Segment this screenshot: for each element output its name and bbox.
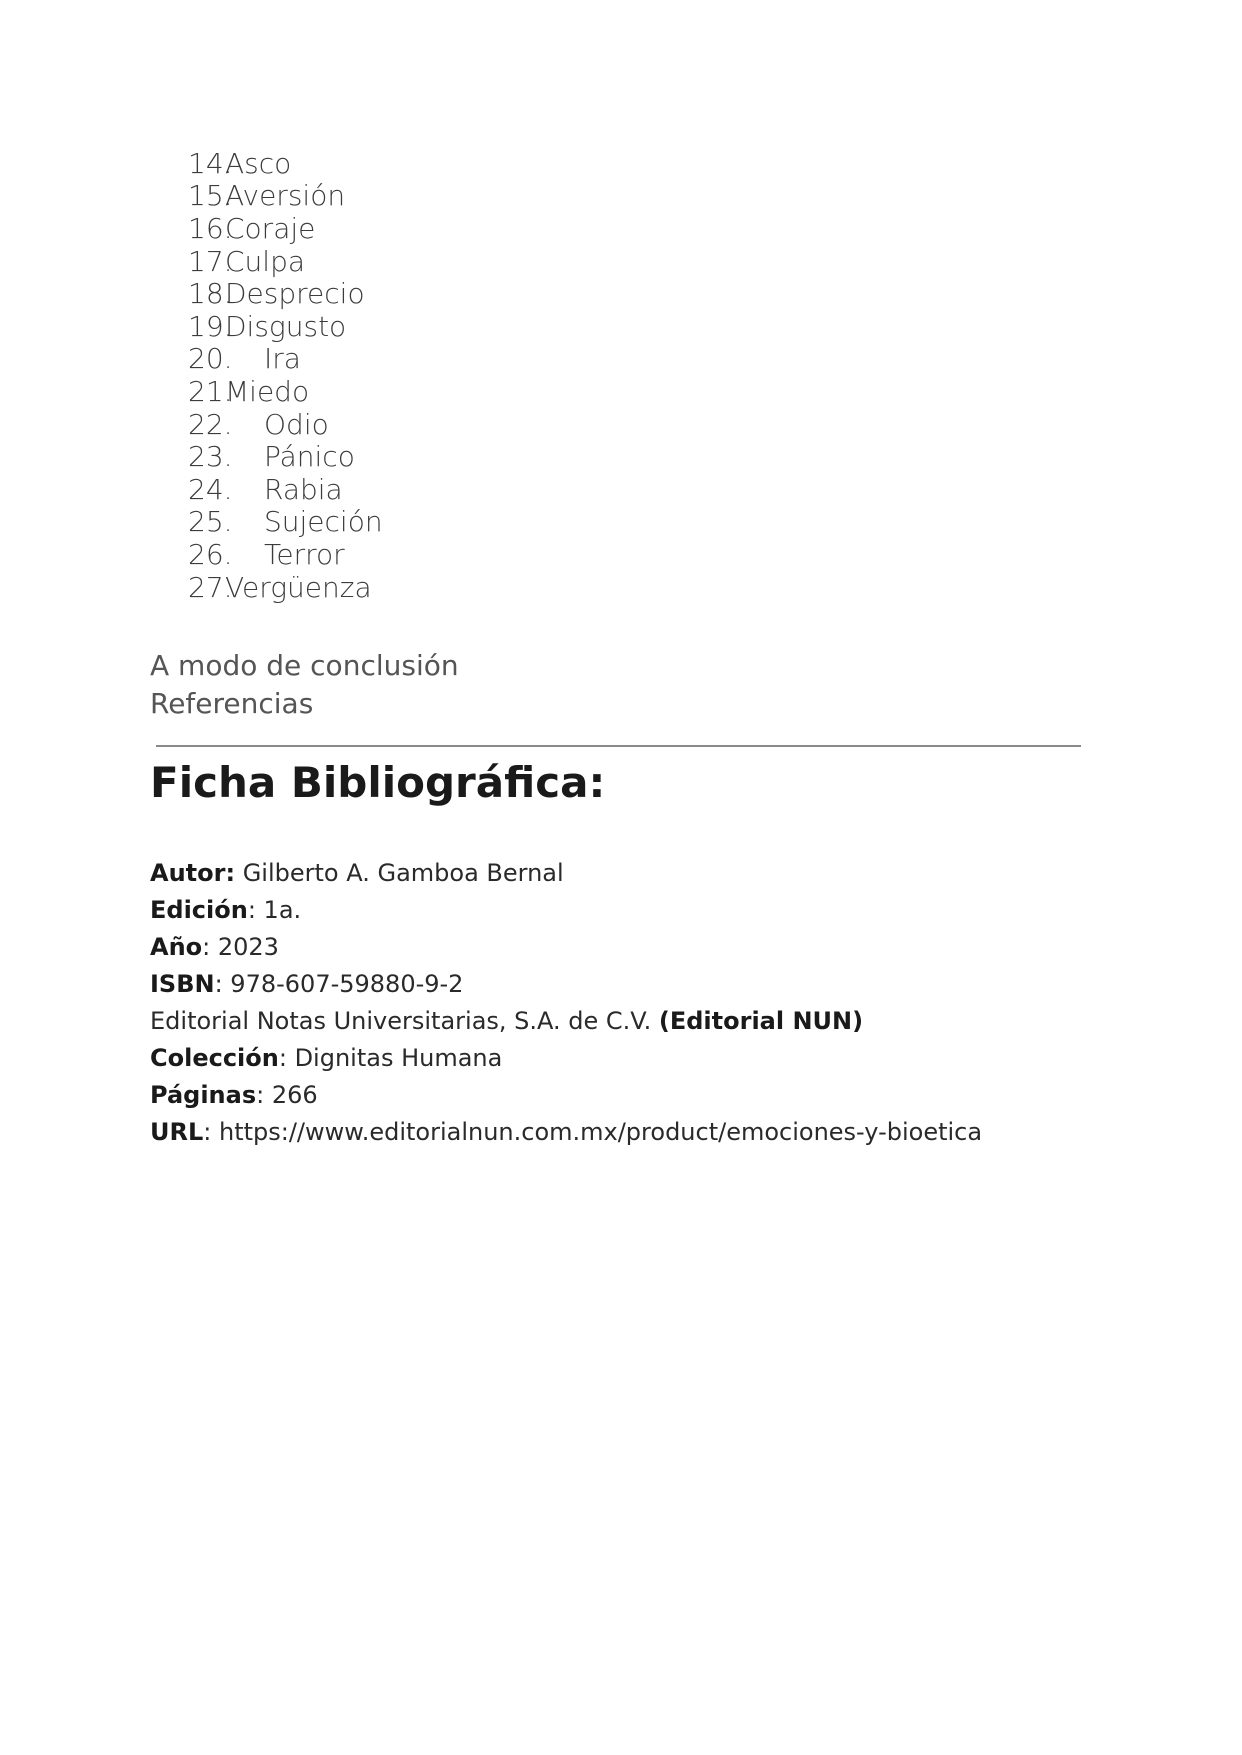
toc-item[interactable] [188, 506, 383, 539]
toc-item-label: Miedo [225, 374, 310, 408]
section-divider [156, 745, 1081, 747]
ficha-editorial [150, 1003, 982, 1040]
toc-item[interactable] [188, 212, 383, 245]
url-label: URL [150, 1118, 204, 1146]
ficha-title: Ficha Bibliográfica: [150, 758, 606, 807]
toc-item[interactable] [188, 310, 383, 343]
ficha-bibliografica [150, 855, 982, 1151]
toc-item[interactable] [188, 473, 383, 506]
autor-label: Autor: [150, 859, 236, 887]
ficha-url [150, 1114, 982, 1151]
toc-extra [150, 647, 459, 723]
toc-item[interactable] [188, 538, 383, 571]
toc-item-number: 27. [188, 570, 233, 604]
toc-item-number: 19. [188, 309, 233, 343]
ficha-paginas [150, 1077, 982, 1114]
toc-conclusion[interactable]: A modo de conclusión [150, 649, 459, 682]
toc-item-label: Pánico [264, 440, 355, 474]
toc-item-label: Odio [264, 407, 329, 441]
toc-item-number: 16. [188, 211, 233, 245]
toc-item-label: Disgusto [225, 309, 347, 343]
toc-item-number: 20. [188, 342, 233, 376]
toc-item-number: 15. [188, 179, 233, 213]
toc-item-label: Desprecio [225, 277, 365, 311]
url-value[interactable]: : https://www.editorialnun.com.mx/product/emociones-y-bioetica [203, 1118, 983, 1146]
editorial-value: Editorial Notas Universitarias, S.A. de C.V. [150, 1007, 659, 1035]
isbn-value: : 978-607-59880-9-2 [214, 970, 464, 998]
isbn-label: ISBN [150, 970, 215, 998]
toc-item-label: Aversión [225, 179, 346, 213]
toc-item-number: 25. [188, 505, 233, 539]
toc-references[interactable]: Referencias [150, 687, 314, 720]
toc-item-number: 24. [188, 472, 233, 506]
toc-item[interactable] [188, 571, 383, 604]
edicion-value: : 1a. [247, 896, 302, 924]
anio-label: Año [150, 933, 203, 961]
toc-item-number: 23. [188, 440, 233, 474]
paginas-label: Páginas [150, 1081, 257, 1109]
editorial-label: (Editorial NUN) [658, 1007, 864, 1035]
toc-item-number: 21. [188, 374, 233, 408]
toc-list [188, 147, 383, 603]
toc-item[interactable] [188, 440, 383, 473]
ficha-edicion [150, 892, 982, 929]
toc-item-label: Culpa [225, 244, 306, 278]
coleccion-value: : Dignitas Humana [278, 1044, 503, 1072]
ficha-coleccion [150, 1040, 982, 1077]
toc-item-number: 18. [188, 277, 233, 311]
toc-item-label: Rabia [264, 472, 343, 506]
toc-item[interactable] [188, 343, 383, 376]
toc-item-label: Terror [264, 537, 345, 571]
edicion-label: Edición [150, 896, 248, 924]
toc-item-label: Coraje [225, 211, 316, 245]
toc-item[interactable] [188, 180, 383, 213]
toc-item-number: 17. [188, 244, 233, 278]
toc-item-label: Sujeción [264, 505, 383, 539]
toc-item-label: Vergüenza [225, 570, 372, 604]
paginas-value: : 266 [256, 1081, 318, 1109]
toc-item-label: Asco [225, 146, 292, 180]
toc-item[interactable] [188, 277, 383, 310]
toc-item[interactable] [188, 375, 383, 408]
toc-item[interactable] [188, 408, 383, 441]
ficha-isbn [150, 966, 982, 1003]
toc-item-label: Ira [264, 342, 301, 376]
toc-item-number: 22. [188, 407, 233, 441]
autor-value: Gilberto A. Gamboa Bernal [235, 859, 564, 887]
ficha-anio [150, 929, 982, 966]
ficha-autor [150, 855, 982, 892]
toc-item-number: 26. [188, 537, 233, 571]
anio-value: : 2023 [202, 933, 279, 961]
coleccion-label: Colección [150, 1044, 279, 1072]
toc-item[interactable] [188, 245, 383, 278]
toc-item-number: 14. [188, 146, 233, 180]
toc-item[interactable] [188, 147, 383, 180]
